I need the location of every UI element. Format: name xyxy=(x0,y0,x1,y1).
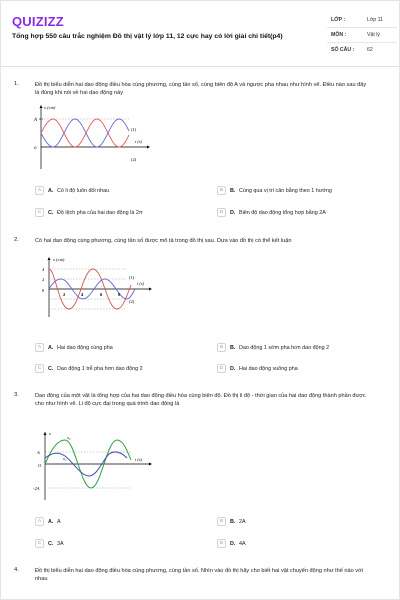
option-letter-box: A xyxy=(35,343,44,352)
origin-label: O xyxy=(38,463,42,468)
option-label: C. xyxy=(48,540,54,547)
axes xyxy=(48,257,153,317)
option-label: C. xyxy=(48,365,54,372)
option-label: D. xyxy=(230,365,236,372)
option-text: Dao động 1 sớm pha hơn dao động 2 xyxy=(239,344,330,351)
curve-2-label: (2) xyxy=(131,157,137,162)
option-label: D. xyxy=(230,540,236,547)
curve-2-full xyxy=(41,119,129,147)
option-letter-box: D xyxy=(217,539,226,548)
curve-1-full xyxy=(41,119,129,147)
question-number: 4. xyxy=(14,567,19,573)
meta-row-class xyxy=(327,14,397,28)
y-axis-label: x xyxy=(49,431,51,436)
question-number: 2. xyxy=(14,237,19,243)
origin-label: 0 xyxy=(42,288,45,293)
option-text: Cùng qua vị trí cân bằng theo 1 hướng xyxy=(239,187,332,194)
meta-value: 62 xyxy=(367,47,373,53)
option-text: Biên độ dao động tổng hợp bằng 2A xyxy=(239,209,326,216)
amp-label: A xyxy=(34,118,38,123)
option-label: D. xyxy=(230,209,236,216)
option-letter-box: B xyxy=(217,517,226,526)
x1-label: x₁ xyxy=(63,456,67,461)
y-axis-label: x (cm) xyxy=(53,257,65,262)
tick-t6: 6 xyxy=(100,292,103,297)
tick-y4: 4 xyxy=(42,267,45,272)
meta-value: Vật lý xyxy=(367,32,380,38)
option-text: Hai dao động cùng pha xyxy=(57,344,113,351)
option-text: 4A xyxy=(239,540,246,547)
x-axis-label: t (s) xyxy=(135,139,143,144)
option-text: A xyxy=(57,518,61,525)
question-2-figure xyxy=(37,255,157,323)
quizizz-logo[interactable]: QUIZIZZ xyxy=(12,14,64,29)
option-text: Hai dao động vuông pha xyxy=(239,365,298,372)
question-1-figure xyxy=(31,103,151,171)
question-number: 1. xyxy=(14,81,19,87)
tick-t8: 8 xyxy=(118,292,121,297)
amp-label: A xyxy=(37,450,40,455)
x2-label: x₂ xyxy=(67,435,71,440)
question-3-figure xyxy=(31,430,157,502)
meta-row-count xyxy=(327,44,397,58)
option-letter-box: A xyxy=(35,517,44,526)
meta-key: LỚP : xyxy=(331,17,346,23)
document-title: Tổng hợp 550 câu trắc nghiệm Đồ thị vật lý lớp 11, 12 cực hay có lời giải chi tiết(p4) xyxy=(12,33,283,40)
question-text: Có hai dao động cùng phương, cùng tần số được mô tả trong đồ thị sau. Dựa vào đồ thị có thể kết luận xyxy=(35,238,292,244)
tick-t2: 2 xyxy=(63,292,66,297)
meta-key: MÔN : xyxy=(331,32,347,38)
meta-value: Lớp 11 xyxy=(367,17,383,23)
curve-1-label: (1) xyxy=(129,275,135,280)
option-label: B. xyxy=(230,344,236,351)
document-header xyxy=(1,1,399,67)
tick-y2: 2 xyxy=(42,277,45,282)
curve-1-label: (1) xyxy=(131,127,137,132)
option-letter-box: B xyxy=(217,343,226,352)
option-letter-box: C xyxy=(35,539,44,548)
option-label: A. xyxy=(48,187,54,194)
option-letter-box: B xyxy=(217,186,226,195)
question-text: Đồ thị biểu diễn hai dao động điều hòa cùng phương, cùng tần số. Nhìn vào đồ thị hãy cho biết hai vật chuyển động như thế nào với nhau xyxy=(35,568,363,583)
option-label: B. xyxy=(230,518,236,525)
option-label: A. xyxy=(48,518,54,525)
x-axis-label: t (s) xyxy=(137,281,145,286)
option-label: A. xyxy=(48,344,54,351)
option-letter-box: C xyxy=(35,364,44,373)
neg-amp-label: -2A xyxy=(33,486,40,491)
meta-key: SỐ CÂU : xyxy=(331,47,355,53)
y-axis-label: x (cm) xyxy=(44,105,56,110)
question-number: 3. xyxy=(14,392,19,398)
option-letter-box: D xyxy=(217,208,226,217)
option-label: C. xyxy=(48,209,54,216)
option-letter-box: D xyxy=(217,364,226,373)
option-letter-box: A xyxy=(35,186,44,195)
option-text: Dao động 1 trễ pha hơn dao động 2 xyxy=(57,365,143,372)
option-text: Có li độ luôn đối nhau xyxy=(57,187,110,194)
option-label: B. xyxy=(230,187,236,194)
tick-t4: 4 xyxy=(81,292,84,297)
option-text: 2A xyxy=(239,518,246,525)
option-text: 3A xyxy=(57,540,64,547)
option-text: Độ lệch pha của hai dao động là 2π xyxy=(57,209,143,216)
question-text: Đồ thị biểu diễn hai dao động điều hòa cùng phương, cùng tần số, cùng biên độ A và ngược pha nhau như hình vẽ. Điều nào sau đây là đúng khi nói về hai dao động này xyxy=(35,82,367,97)
origin-label: o xyxy=(34,146,37,151)
x-axis-label: t (s) xyxy=(135,457,143,462)
curve-2-label: (2) xyxy=(129,299,135,304)
meta-row-subject xyxy=(327,29,397,43)
option-letter-box: C xyxy=(35,208,44,217)
question-text: Dao động của một vật là tổng hợp của hai dao động điều hòa cùng biên độ. Đồ thị li độ - thời gian của hai dao động thành phần được cho như hình vẽ. Li độ cực đại trong quá trình dao động là xyxy=(35,393,366,408)
